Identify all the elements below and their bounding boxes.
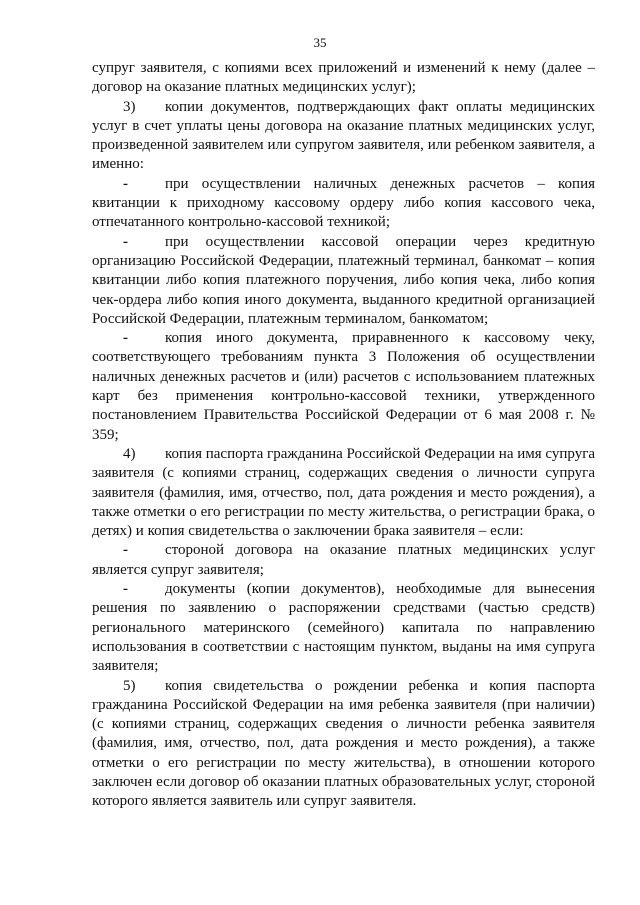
list-item-4 xyxy=(92,445,595,541)
paragraph-text: супруг заявителя, с копиями всех приложений и изменений к нему (далее – договор на оказание платных медицинских услуг); xyxy=(92,60,595,96)
item-number: 4) xyxy=(123,445,136,462)
paragraph-text: документы (копии документов), необходимые для вынесения решения по заявлению о распоряжении средствами (частью средств) регионального материнского (семейного) капитала по направлению использования в соответствии с настоящим пунктом, выданы на имя супруга заявителя; xyxy=(92,581,595,675)
bullet-dash: - xyxy=(123,233,128,250)
paragraph-text: копии документов, подтверждающих факт оплаты медицинских услуг в счет уплаты цены договора на оказание платных медицинских услуг, произведенной заявителем или супругом заявителя, или ребенком заявителя, а именно: xyxy=(92,98,595,173)
bullet-item-credit-organization xyxy=(92,233,595,329)
list-item-5 xyxy=(92,677,595,812)
bullet-item-documents-spouse xyxy=(92,580,595,676)
bullet-dash: - xyxy=(123,542,128,559)
page-number: 35 xyxy=(313,35,327,50)
item-number: 5) xyxy=(123,677,136,694)
paragraph-text: копия паспорта гражданина Российской Федерации на имя супруга заявителя (с копиями страниц, содержащих сведения о личности супруга заявителя (фамилия, имя, отчество, пол, дата рождения и место рождения), а также отметки о его регистрации по месту жительства, о регистрации брака, о детях) и копия свидетельства о заключении брака заявителя – если: xyxy=(92,445,595,540)
item-number: 3) xyxy=(123,98,136,115)
bullet-dash: - xyxy=(123,330,128,347)
bullet-item-spouse-party xyxy=(92,541,595,580)
document-body xyxy=(92,59,595,812)
bullet-dash: - xyxy=(123,175,128,192)
paragraph-text: копия свидетельства о рождении ребенка и копия паспорта гражданина Российской Федерации на имя ребенка заявителя (при наличии) (с копиями страниц, содержащих сведения о личности ребенка заявителя (фамилия, имя, отчество, пол, дата рождения и место рождения), а также отметки о его регистрации по месту жительства), в отношении которого заключен если договор об оказании платных образовательных услуг, стороной которого является заявитель или супруг заявителя. xyxy=(92,677,595,810)
paragraph-text: при осуществлении наличных денежных расчетов – копия квитанции к приходному кассовому ордеру либо копия кассового чека, отпечатанного контрольно-кассовой техникой; xyxy=(92,175,595,231)
paragraph-text: копия иного документа, приравненного к кассовому чеку, соответствующего требованиям пункта 3 Положения об осуществлении наличных денежных расчетов и (или) расчетов с использованием платежных карт без применения контрольно-кассовой техники, утвержденного постановлением Правительства Российской Федерации от 6 мая 2008 г. № 359; xyxy=(92,330,595,443)
paragraph-text: стороной договора на оказание платных медицинских услуг является супруг заявителя; xyxy=(92,542,595,578)
bullet-dash: - xyxy=(123,581,128,598)
bullet-item-cash-payment xyxy=(92,175,595,233)
paragraph-text: при осуществлении кассовой операции через кредитную организацию Российской Федерации, платежный терминал, банкомат – копия квитанции либо копия платежного поручения, либо копия чека, либо копия чек-ордера либо копия иного документа, выданного кредитной организацией Российской Федерации, платежным терминалом, банкоматом; xyxy=(92,233,595,327)
bullet-item-other-document xyxy=(92,329,595,445)
paragraph-continuation xyxy=(92,59,595,98)
list-item-3 xyxy=(92,98,595,175)
